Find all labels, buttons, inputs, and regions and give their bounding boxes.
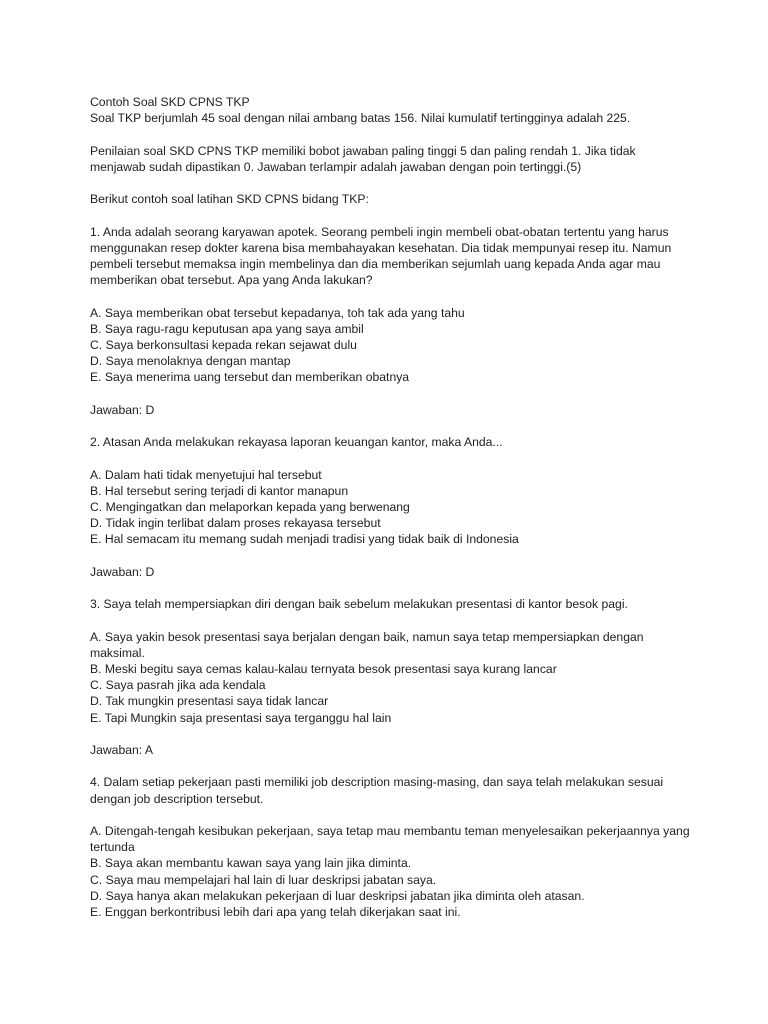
- spacer: [90, 288, 730, 304]
- question-block-3: [90, 596, 730, 774]
- answer-option: B. Saya akan membantu kawan saya yang lain jika diminta.: [90, 856, 412, 871]
- spacer: [90, 548, 730, 564]
- answer-option: B. Saya ragu-ragu keputusan apa yang saya ambil: [90, 321, 364, 336]
- document-title: Contoh Soal SKD CPNS TKP: [90, 95, 250, 109]
- answer-option: B. Hal tersebut sering terjadi di kantor manapun: [90, 483, 349, 498]
- question-text-line: 4. Dalam setiap pekerjaan pasti memiliki job description masing-masing, dan saya telah melakukan sesuai: [90, 775, 664, 790]
- answer-option: E. Enggan berkontribusi lebih dari apa yang telah dikerjakan saat ini.: [90, 904, 461, 919]
- spacer: [90, 758, 730, 774]
- spacer: [90, 175, 730, 191]
- scoring-paragraph-line: menjawab sudah dipastikan 0. Jawaban terlampir adalah jawaban dengan poin tertinggi.(5): [90, 159, 582, 174]
- answer-option: C. Mengingatkan dan melaporkan kepada yang berwenang: [90, 499, 410, 514]
- question-text-line: 2. Atasan Anda melakukan rekayasa laporan keuangan kantor, maka Anda...: [90, 435, 503, 450]
- section-intro: Berikut contoh soal latihan SKD CPNS bidang TKP:: [90, 192, 369, 207]
- answer-key: Jawaban: A: [90, 742, 154, 757]
- answer-option: C. Saya mau mempelajari hal lain di luar deskripsi jabatan saya.: [90, 872, 437, 887]
- answer-option: D. Tidak ingin terlibat dalam proses rekayasa tersebut: [90, 516, 381, 531]
- answer-option: E. Tapi Mungkin saja presentasi saya terganggu hal lain: [90, 710, 392, 725]
- answer-option: B. Meski begitu saya cemas kalau-kalau ternyata besok presentasi saya kurang lancar: [90, 661, 557, 676]
- answer-key: Jawaban: D: [90, 402, 155, 417]
- answer-option: C. Saya berkonsultasi kepada rekan sejawat dulu: [90, 337, 357, 352]
- question-block-2: [90, 434, 730, 596]
- answer-option: D. Tak mungkin presentasi saya tidak lancar: [90, 694, 329, 709]
- spacer: [90, 580, 730, 596]
- spacer: [90, 418, 730, 434]
- answer-option: A. Ditengah-tengah kesibukan pekerjaan, saya tetap mau membantu teman menyelesaikan pekerjaannya yang: [90, 823, 690, 838]
- spacer: [90, 126, 730, 142]
- answer-option: maksimal.: [90, 645, 145, 660]
- question-text-line: memberikan obat tersebut. Apa yang Anda lakukan?: [90, 273, 373, 288]
- answer-option: C. Saya pasrah jika ada kendala: [90, 678, 266, 693]
- intro-paragraph: Soal TKP berjumlah 45 soal dengan nilai ambang batas 156. Nilai kumulatif tertingginya adalah 225.: [90, 111, 631, 126]
- question-block-4: [90, 774, 730, 920]
- question-text-line: 3. Saya telah mempersiapkan diri dengan baik sebelum melakukan presentasi di kantor besok pagi.: [90, 597, 628, 612]
- question-block-1: [90, 224, 730, 435]
- spacer: [90, 726, 730, 742]
- answer-option: tertunda: [90, 840, 135, 855]
- spacer: [90, 450, 730, 466]
- answer-key: Jawaban: D: [90, 564, 155, 579]
- answer-option: E. Hal semacam itu memang sudah menjadi tradisi yang tidak baik di Indonesia: [90, 532, 519, 547]
- question-text-line: pembeli tersebut memaksa ingin membelinya dan dia memberikan sejumlah uang kepada Anda agar mau: [90, 256, 661, 271]
- document-page: [90, 94, 730, 920]
- answer-option: D. Saya menolaknya dengan mantap: [90, 354, 291, 369]
- spacer: [90, 807, 730, 823]
- question-text-line: 1. Anda adalah seorang karyawan apotek. Seorang pembeli ingin membeli obat-obatan tertentu yang harus: [90, 224, 669, 239]
- scoring-paragraph-line: Penilaian soal SKD CPNS TKP memiliki bobot jawaban paling tinggi 5 dan paling rendah 1. Jika tidak: [90, 143, 636, 158]
- spacer: [90, 207, 730, 223]
- answer-option: D. Saya hanya akan melakukan pekerjaan di luar deskripsi jabatan jika diminta oleh atasan.: [90, 888, 585, 903]
- question-text-line: menggunakan resep dokter karena bisa membahayakan kesehatan. Dia tidak mempunyai resep itu. Namun: [90, 240, 672, 255]
- spacer: [90, 612, 730, 628]
- answer-option: A. Saya memberikan obat tersebut kepadanya, toh tak ada yang tahu: [90, 305, 465, 320]
- question-text-line: dengan job description tersebut.: [90, 791, 264, 806]
- answer-option: E. Saya menerima uang tersebut dan memberikan obatnya: [90, 370, 410, 385]
- answer-option: A. Saya yakin besok presentasi saya berjalan dengan baik, namun saya tetap mempersiapkan dengan: [90, 629, 644, 644]
- answer-option: A. Dalam hati tidak menyetujui hal tersebut: [90, 467, 322, 482]
- spacer: [90, 386, 730, 402]
